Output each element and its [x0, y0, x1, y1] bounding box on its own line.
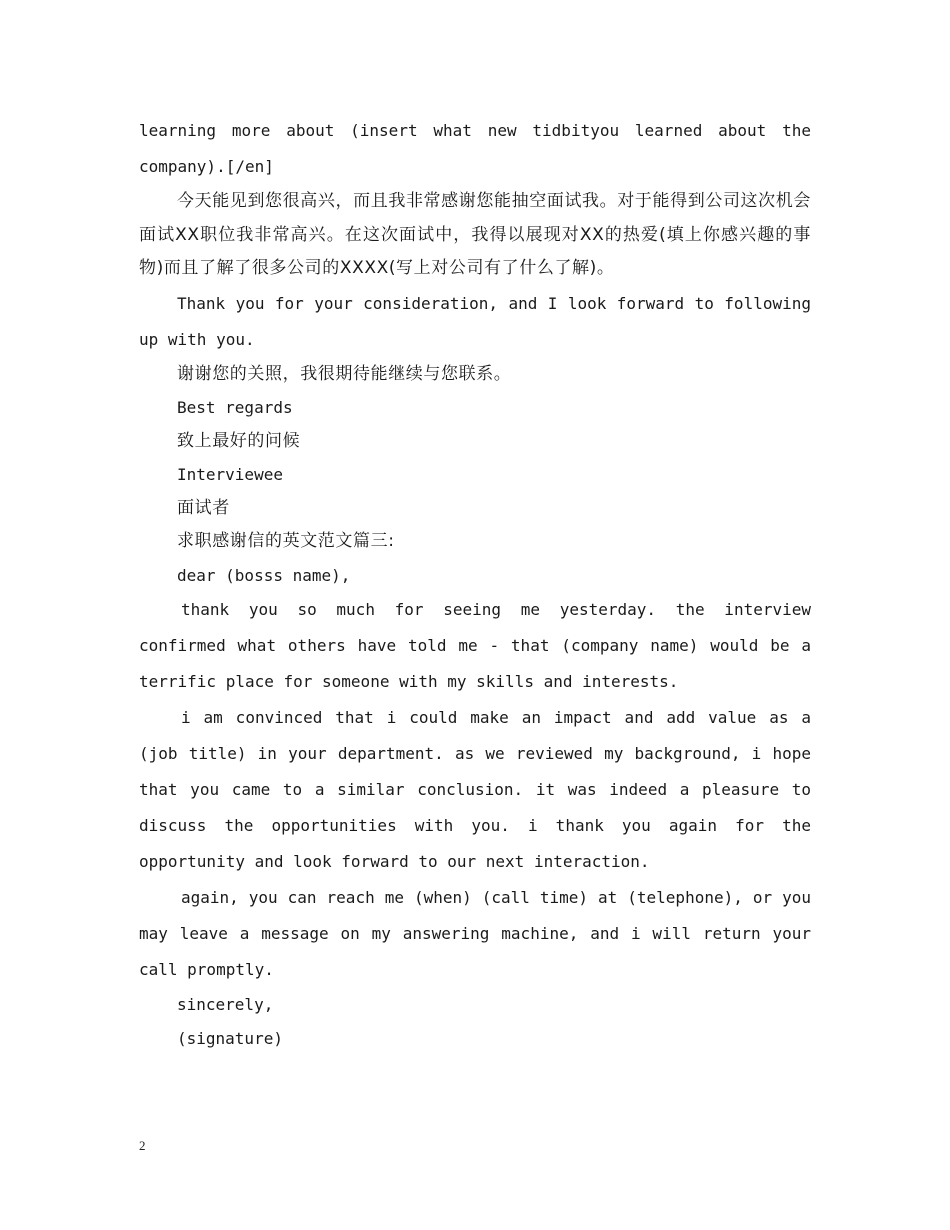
paragraph-chinese-thanks: 今天能见到您很高兴，而且我非常感谢您能抽空面试我。对于能得到公司这次机会面试XX职位我非常高兴。在这次面试中，我得以展现对XX的热爱(填上你感兴趣的事物)而且了解了很多公司的XXXX(写上对公司有了什么了解)。	[139, 191, 811, 278]
paragraph-reach-me: again, you can reach me (when) (call time) at (telephone), or you may leave a message on my answering machine, and i will return your call promptly.	[139, 888, 811, 979]
paragraph-thank-you: thank you so much for seeing me yesterday. the interview confirmed what others have told me - that (company name) would be a terrific place for someone with my skills and interests.	[139, 600, 811, 691]
paragraph-consideration: Thank you for your consideration, and I look forward to following up with you.	[139, 293, 811, 349]
salutation: dear (bosss name),	[177, 565, 351, 585]
closing-sincerely: sincerely,	[177, 995, 274, 1014]
paragraph-convinced: i am convinced that i could make an impact and add value as a (job title) in your department. as we reviewed my background, i hope that you came to a similar conclusion. it was indeed a pleasure to discuss the opportunities with you. i thank you again for the opportunity and look forward to our next interaction.	[139, 708, 811, 871]
signature-interviewee-chinese: 面试者	[177, 497, 230, 518]
closing-best-regards-chinese: 致上最好的问候	[177, 430, 301, 451]
closing-best-regards: Best regards	[177, 398, 293, 417]
section-heading: 求职感谢信的英文范文篇三:	[177, 531, 395, 551]
signature-interviewee: Interviewee	[177, 465, 283, 484]
page-number: 2	[139, 1138, 146, 1153]
paragraph-chinese-contact: 谢谢您的关照，我很期待能继续与您联系。	[177, 363, 512, 384]
document-body	[139, 113, 811, 1055]
signature-placeholder: (signature)	[177, 1028, 283, 1048]
paragraph-continuation: learning more about (insert what new tidbityou learned about the company).[/en]	[139, 121, 811, 176]
